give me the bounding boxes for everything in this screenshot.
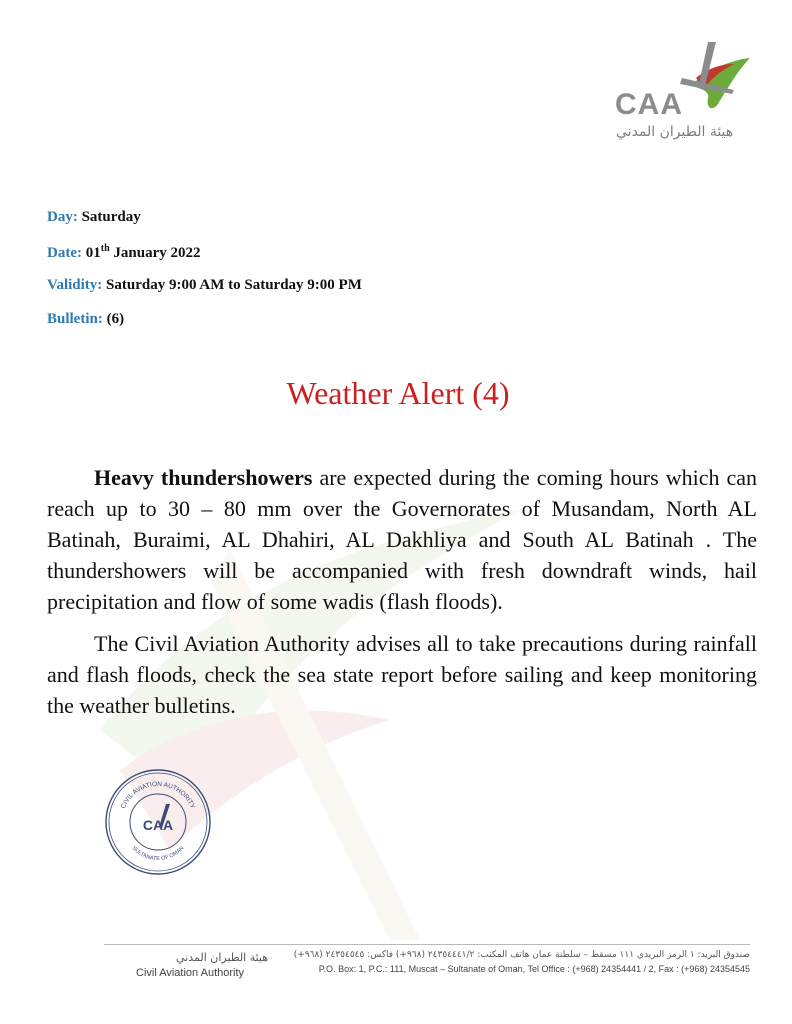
svg-text:CIVIL AVIATION AUTHORITY [120, 781, 197, 810]
official-stamp [104, 768, 212, 876]
day-value: Saturday [81, 209, 141, 225]
validity-label: Validity: [47, 277, 103, 293]
stamp-center-text: CAA [142, 817, 174, 833]
alert-paragraph-1-text: are expected during the coming hours which can reach up to 30 – 80 mm over the Governorates of Musandam, North AL Batinah, Buraimi, AL Dhahiri, AL Dakhliya and South AL Batinah . The thundershowers will be accompanied with fresh downdraft winds, hail precipitation and flow of some wadis (flash floods). [47, 465, 757, 614]
date-line [47, 243, 200, 262]
bulletin-label: Bulletin: [47, 311, 103, 327]
footer-org-arabic: هيئة الطيران المدني [176, 951, 269, 964]
date-day: 01 [85, 245, 101, 261]
alert-paragraph-1 [47, 462, 757, 617]
date-value [86, 245, 201, 261]
bulletin-value: (6) [106, 311, 125, 327]
day-label: Day: [47, 209, 78, 225]
alert-paragraph-2: The Civil Aviation Authority advises all to take precautions during rainfall and flash floods, check the sea state report before sailing and keep monitoring the weather bulletins. [47, 631, 757, 718]
footer-address-english: P.O. Box: 1, P.C.: 111, Muscat – Sultanate of Oman, Tel Office : (+968) 24354441 / 2, Fax : (+968) 24354545 [318, 964, 750, 974]
logo-text: CAA [615, 88, 683, 121]
footer-address-arabic: صندوق البريد: ١ الرمز البريدي ١١١ مسقط – سلطنة عمان هاتف المكتب: ٢٤٣٥٤٤٤١/٢ (٩٦٨+) فاكس: ٢٤٣٥٤٥٤٥ (٩٦٨+) [293, 950, 750, 960]
footer-divider [104, 944, 750, 945]
alert-title: Weather Alert (4) [286, 375, 510, 411]
date-ordinal: th [100, 243, 110, 254]
logo-arabic-text: هيئة الطيران المدني [616, 124, 734, 140]
stamp-top-text: CIVIL AVIATION AUTHORITY [119, 780, 197, 810]
footer-org-english: Civil Aviation Authority [136, 967, 245, 979]
bulletin-line [47, 311, 124, 328]
date-label: Date: [47, 245, 82, 261]
day-line [47, 209, 141, 226]
validity-value: Saturday 9:00 AM to Saturday 9:00 PM [106, 277, 362, 293]
validity-line [47, 277, 362, 294]
date-month-year: January 2022 [109, 245, 201, 261]
stamp-bottom-text: SULTANATE OF OMAN [130, 845, 186, 863]
alert-emphasis: Heavy thundershowers [94, 465, 313, 490]
svg-text:SULTANATE OF OMAN [131, 845, 186, 862]
